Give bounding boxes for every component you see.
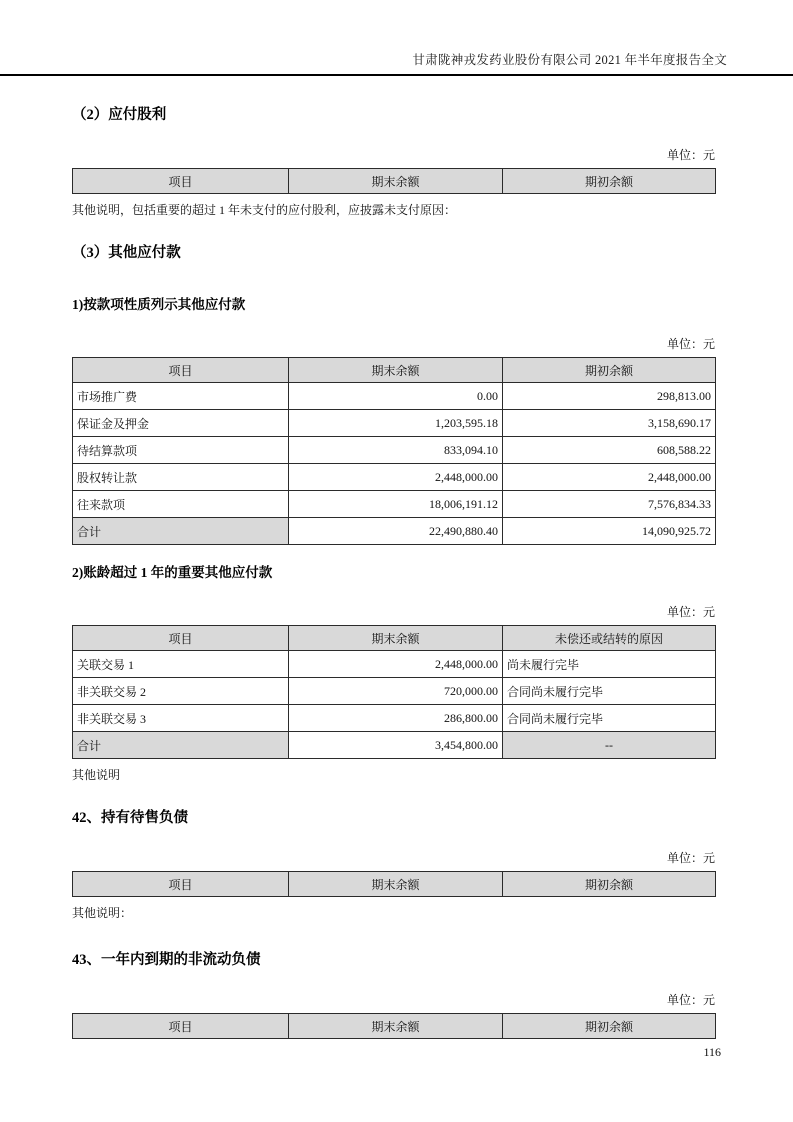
cell-beginning: 298,813.00	[503, 383, 716, 410]
subheading-by-nature: 1)按款项性质列示其他应付款	[72, 297, 246, 312]
cell-item: 关联交易 1	[73, 651, 289, 678]
header-cell-beginning: 期初余额	[503, 1014, 716, 1039]
page-number: 116	[703, 1045, 721, 1059]
table-row	[73, 651, 716, 678]
cell-beginning: 2,448,000.00	[503, 464, 716, 491]
cell-reason: 尚未履行完毕	[503, 651, 716, 678]
header-cell-ending: 期末余额	[289, 169, 503, 194]
cell-ending: 18,006,191.12	[289, 491, 503, 518]
cell-item: 非关联交易 3	[73, 705, 289, 732]
cell-total-label: 合计	[73, 732, 289, 759]
running-header	[0, 0, 793, 76]
cell-ending: 720,000.00	[289, 678, 503, 705]
cell-item: 待结算款项	[73, 437, 289, 464]
cell-item: 市场推广费	[73, 383, 289, 410]
unit-label: 单位：元	[666, 851, 715, 865]
cell-beginning: 7,576,834.33	[503, 491, 716, 518]
cell-item: 非关联交易 2	[73, 678, 289, 705]
noncurrent-due-table	[72, 1013, 716, 1039]
cell-reason: 合同尚未履行完毕	[503, 705, 716, 732]
unit-label: 单位：元	[666, 605, 715, 619]
table-total-row	[73, 732, 716, 759]
unit-label: 单位：元	[666, 337, 715, 351]
header-cell-item: 项目	[73, 169, 289, 194]
cell-ending: 833,094.10	[289, 437, 503, 464]
table-header-row	[73, 872, 716, 897]
header-cell-item: 项目	[73, 1014, 289, 1039]
section-heading-other-payables: （3）其他应付款	[72, 245, 181, 261]
header-cell-item: 项目	[73, 626, 289, 651]
cell-ending: 2,448,000.00	[289, 464, 503, 491]
table-header-row	[73, 626, 716, 651]
cell-ending: 1,203,595.18	[289, 410, 503, 437]
header-cell-beginning: 期初余额	[503, 169, 716, 194]
cell-total-ending: 3,454,800.00	[289, 732, 503, 759]
cell-item: 往来款项	[73, 491, 289, 518]
table-header-row	[73, 1014, 716, 1039]
section-heading-noncurrent-due: 43、一年内到期的非流动负债	[72, 952, 261, 968]
cell-reason: 合同尚未履行完毕	[503, 678, 716, 705]
table-row	[73, 464, 716, 491]
table-row	[73, 491, 716, 518]
cell-item: 保证金及押金	[73, 410, 289, 437]
running-header-title: 甘肃陇神戎发药业股份有限公司 2021 年半年度报告全文	[412, 53, 727, 67]
table-row	[73, 705, 716, 732]
cell-total-label: 合计	[73, 518, 289, 545]
cell-ending: 286,800.00	[289, 705, 503, 732]
cell-beginning: 3,158,690.17	[503, 410, 716, 437]
subheading-aged-payables: 2)账龄超过 1 年的重要其他应付款	[72, 565, 273, 580]
table-row	[73, 410, 716, 437]
unit-label: 单位：元	[666, 148, 715, 162]
table-row	[73, 437, 716, 464]
table-header-row	[73, 358, 716, 383]
header-cell-ending: 期末余额	[289, 358, 503, 383]
table-total-row	[73, 518, 716, 545]
dividends-note: 其他说明，包括重要的超过 1 年未支付的应付股利，应披露未支付原因：	[72, 203, 457, 217]
cell-ending: 2,448,000.00	[289, 651, 503, 678]
cell-total-reason: --	[503, 732, 716, 759]
header-cell-ending: 期末余额	[289, 872, 503, 897]
unit-label: 单位：元	[666, 993, 715, 1007]
section-heading-dividends: （2）应付股利	[72, 107, 167, 123]
cell-beginning: 608,588.22	[503, 437, 716, 464]
page-content	[0, 103, 793, 1039]
cell-item: 股权转让款	[73, 464, 289, 491]
header-cell-ending: 期末余额	[289, 626, 503, 651]
table-header-row	[73, 169, 716, 194]
held-for-sale-table	[72, 871, 716, 897]
header-cell-beginning: 期初余额	[503, 358, 716, 383]
header-cell-reason: 未偿还或结转的原因	[503, 626, 716, 651]
cell-total-beginning: 14,090,925.72	[503, 518, 716, 545]
cell-ending: 0.00	[289, 383, 503, 410]
table-row	[73, 678, 716, 705]
aged-payables-note: 其他说明	[72, 768, 121, 782]
section-heading-held-for-sale: 42、持有待售负债	[72, 810, 188, 826]
table-row	[73, 383, 716, 410]
by-nature-table	[72, 357, 716, 545]
header-cell-item: 项目	[73, 872, 289, 897]
aged-payables-table	[72, 625, 716, 759]
header-cell-ending: 期末余额	[289, 1014, 503, 1039]
cell-total-ending: 22,490,880.40	[289, 518, 503, 545]
held-for-sale-note: 其他说明：	[72, 906, 133, 920]
header-cell-beginning: 期初余额	[503, 872, 716, 897]
dividends-table	[72, 168, 716, 194]
header-cell-item: 项目	[73, 358, 289, 383]
